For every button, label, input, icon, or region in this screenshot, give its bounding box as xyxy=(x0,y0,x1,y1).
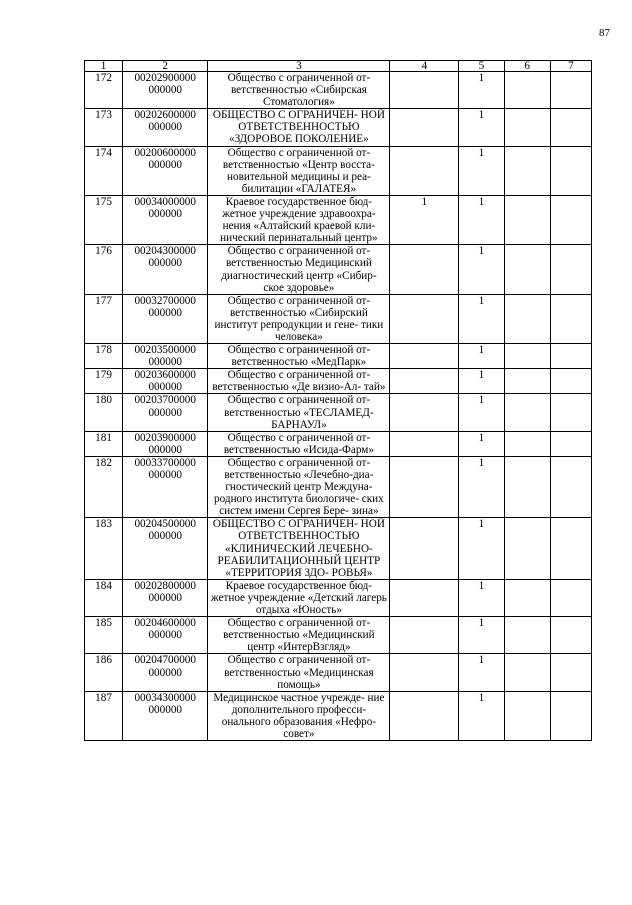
registry-code: 00203600000 000000 xyxy=(123,369,208,394)
table-row xyxy=(85,294,592,343)
column-5-value: 1 xyxy=(459,456,504,517)
column-5-value: 1 xyxy=(459,344,504,369)
organization-name: Общество с ограниченной от- ветственностью «Центр восста- новительной медицины и реа- билитации «ГАЛАТЕЯ» xyxy=(208,146,390,195)
column-4-value xyxy=(390,518,459,579)
column-6-value xyxy=(504,72,550,109)
organization-name: Медицинское частное учрежде- ние дополнительного професси- онального образования «Нефро- совет» xyxy=(208,691,390,740)
registry-code: 00200600000 000000 xyxy=(123,146,208,195)
organization-name: Общество с ограниченной от- ветственностью «Исида-Фарм» xyxy=(208,431,390,456)
registry-code: 00204700000 000000 xyxy=(123,654,208,691)
registry-code: 00202800000 000000 xyxy=(123,579,208,616)
column-7-value xyxy=(550,195,591,244)
organization-name: Общество с ограниченной от- ветственностью «Де визио-Ал- тай» xyxy=(208,369,390,394)
organization-name: Общество с ограниченной от- ветственностью Медицинский диагностический центр «Сибир- ское здоровье» xyxy=(208,245,390,294)
column-5-value: 1 xyxy=(459,369,504,394)
column-7-value xyxy=(550,72,591,109)
table-row xyxy=(85,654,592,691)
column-7-value xyxy=(550,109,591,146)
table-row xyxy=(85,109,592,146)
column-4-value xyxy=(390,294,459,343)
column-7-value xyxy=(550,579,591,616)
table-row xyxy=(85,518,592,579)
column-6-value xyxy=(504,394,550,431)
row-number: 185 xyxy=(85,617,123,654)
column-7-value xyxy=(550,431,591,456)
registry-code: 00034000000 000000 xyxy=(123,195,208,244)
column-7-value xyxy=(550,146,591,195)
column-header-7: 7 xyxy=(550,61,591,72)
column-4-value xyxy=(390,394,459,431)
column-4-value xyxy=(390,456,459,517)
column-6-value xyxy=(504,456,550,517)
column-7-value xyxy=(550,691,591,740)
organization-name: Общество с ограниченной от- ветственностью «Медицинский центр «ИнтерВзгляд» xyxy=(208,617,390,654)
table-row xyxy=(85,617,592,654)
column-6-value xyxy=(504,344,550,369)
column-4-value xyxy=(390,431,459,456)
row-number: 175 xyxy=(85,195,123,244)
column-4-value xyxy=(390,146,459,195)
column-7-value xyxy=(550,654,591,691)
table-row xyxy=(85,72,592,109)
registry-code: 00204600000 000000 xyxy=(123,617,208,654)
registry-code: 00204500000 000000 xyxy=(123,518,208,579)
page-number: 87 xyxy=(599,27,610,39)
document-table xyxy=(84,60,592,741)
organization-name: Краевое государственное бюд- жетное учреждение «Детский лагерь отдыха «Юность» xyxy=(208,579,390,616)
column-header-6: 6 xyxy=(504,61,550,72)
table-row xyxy=(85,146,592,195)
column-6-value xyxy=(504,617,550,654)
column-6-value xyxy=(504,431,550,456)
row-number: 187 xyxy=(85,691,123,740)
column-5-value: 1 xyxy=(459,195,504,244)
row-number: 182 xyxy=(85,456,123,517)
column-header-1: 1 xyxy=(85,61,123,72)
column-7-value xyxy=(550,617,591,654)
registry-code: 00203900000 000000 xyxy=(123,431,208,456)
row-number: 183 xyxy=(85,518,123,579)
registry-code: 00204300000 000000 xyxy=(123,245,208,294)
column-4-value xyxy=(390,617,459,654)
registry-code: 00032700000 000000 xyxy=(123,294,208,343)
table-row xyxy=(85,431,592,456)
column-6-value xyxy=(504,146,550,195)
row-number: 174 xyxy=(85,146,123,195)
column-header-2: 2 xyxy=(123,61,208,72)
table-row xyxy=(85,691,592,740)
column-4-value xyxy=(390,344,459,369)
registry-code: 00202900000 000000 xyxy=(123,72,208,109)
column-5-value: 1 xyxy=(459,245,504,294)
column-7-value xyxy=(550,394,591,431)
column-6-value xyxy=(504,245,550,294)
column-6-value xyxy=(504,518,550,579)
column-7-value xyxy=(550,456,591,517)
table-header-row xyxy=(85,61,592,72)
organization-name: Общество с ограниченной от- ветственностью «Сибирская Стоматология» xyxy=(208,72,390,109)
column-5-value: 1 xyxy=(459,691,504,740)
organization-name: Общество с ограниченной от- ветственностью «ТЕСЛАМЕД- БАРНАУЛ» xyxy=(208,394,390,431)
registry-code: 00203700000 000000 xyxy=(123,394,208,431)
registry-code: 00203500000 000000 xyxy=(123,344,208,369)
column-4-value xyxy=(390,369,459,394)
organization-name: Общество с ограниченной от- ветственностью «Медицинская помощь» xyxy=(208,654,390,691)
column-5-value: 1 xyxy=(459,617,504,654)
organization-name: ОБЩЕСТВО С ОГРАНИЧЕН- НОЙ ОТВЕТСТВЕННОСТЬЮ «КЛИНИЧЕСКИЙ ЛЕЧЕБНО- РЕАБИЛИТАЦИОННЫЙ ЦЕНТР «ТЕРРИТОРИЯ ЗДО- РОВЬЯ» xyxy=(208,518,390,579)
column-5-value: 1 xyxy=(459,394,504,431)
organization-name: ОБЩЕСТВО С ОГРАНИЧЕН- НОЙ ОТВЕТСТВЕННОСТЬЮ «ЗДОРОВОЕ ПОКОЛЕНИЕ» xyxy=(208,109,390,146)
column-5-value: 1 xyxy=(459,294,504,343)
column-6-value xyxy=(504,691,550,740)
table-row xyxy=(85,195,592,244)
table-row xyxy=(85,245,592,294)
column-header-3: 3 xyxy=(208,61,390,72)
column-5-value: 1 xyxy=(459,518,504,579)
row-number: 181 xyxy=(85,431,123,456)
column-header-4: 4 xyxy=(390,61,459,72)
column-6-value xyxy=(504,109,550,146)
column-4-value xyxy=(390,109,459,146)
table-row xyxy=(85,369,592,394)
organization-name: Общество с ограниченной от- ветственностью «Лечебно-диа- гностический центр Междуна- родного института биологиче- ских систем имени Сергея Бере- зина» xyxy=(208,456,390,517)
row-number: 179 xyxy=(85,369,123,394)
table-row xyxy=(85,456,592,517)
row-number: 173 xyxy=(85,109,123,146)
column-4-value: 1 xyxy=(390,195,459,244)
column-5-value: 1 xyxy=(459,579,504,616)
registry-code: 00033700000 000000 xyxy=(123,456,208,517)
column-6-value xyxy=(504,294,550,343)
row-number: 172 xyxy=(85,72,123,109)
column-5-value: 1 xyxy=(459,431,504,456)
column-4-value xyxy=(390,245,459,294)
table-row xyxy=(85,344,592,369)
organization-name: Общество с ограниченной от- ветственностью «МедПарк» xyxy=(208,344,390,369)
registry-code: 00202600000 000000 xyxy=(123,109,208,146)
row-number: 177 xyxy=(85,294,123,343)
column-7-value xyxy=(550,245,591,294)
column-4-value xyxy=(390,654,459,691)
column-6-value xyxy=(504,654,550,691)
table-row xyxy=(85,394,592,431)
row-number: 180 xyxy=(85,394,123,431)
organization-name: Краевое государственное бюд- жетное учреждение здравоохра- нения «Алтайский краевой кли- нический перинатальный центр» xyxy=(208,195,390,244)
row-number: 178 xyxy=(85,344,123,369)
column-6-value xyxy=(504,579,550,616)
column-header-5: 5 xyxy=(459,61,504,72)
column-4-value xyxy=(390,579,459,616)
column-6-value xyxy=(504,369,550,394)
column-7-value xyxy=(550,369,591,394)
row-number: 176 xyxy=(85,245,123,294)
column-4-value xyxy=(390,691,459,740)
table-row xyxy=(85,579,592,616)
column-7-value xyxy=(550,518,591,579)
column-7-value xyxy=(550,294,591,343)
column-4-value xyxy=(390,72,459,109)
registry-code: 00034300000 000000 xyxy=(123,691,208,740)
row-number: 184 xyxy=(85,579,123,616)
column-5-value: 1 xyxy=(459,109,504,146)
column-5-value: 1 xyxy=(459,72,504,109)
column-7-value xyxy=(550,344,591,369)
column-6-value xyxy=(504,195,550,244)
organization-name: Общество с ограниченной от- ветственностью «Сибирский институт репродукции и гене- тики человека» xyxy=(208,294,390,343)
row-number: 186 xyxy=(85,654,123,691)
column-5-value: 1 xyxy=(459,654,504,691)
column-5-value: 1 xyxy=(459,146,504,195)
